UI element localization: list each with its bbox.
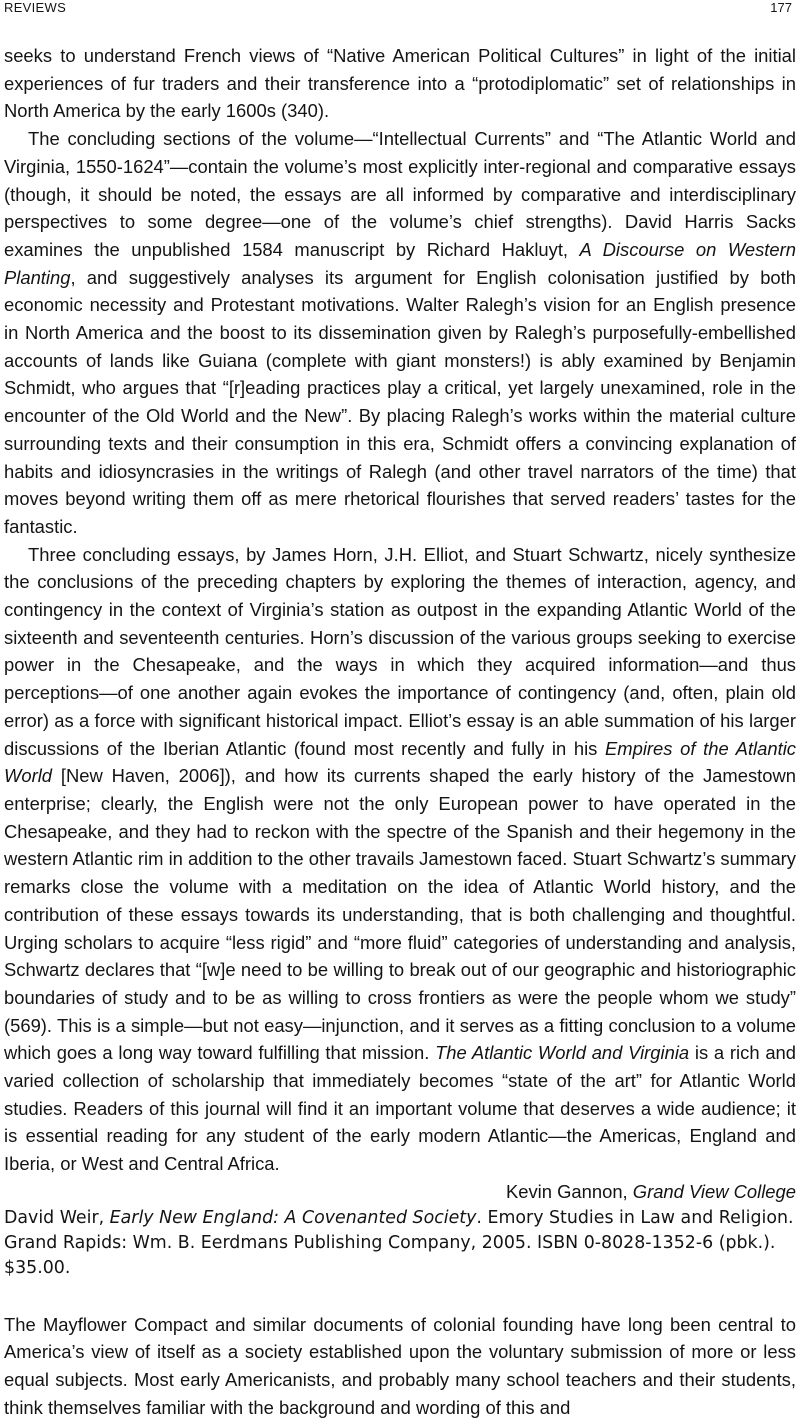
review1-paragraph-2: The concluding sections of the volume—“Intellectual Currents” and “The Atlantic World and Virginia, 1550-1624”—contain the volume’s most explicitly inter-regional and comparative essays (though, it should be noted, the essays are all informed by comparative and interdisciplinary perspectives to some degree—one of the volume’s chief strengths). David Harris Sacks examines the unpublished 1584 manuscript by Richard Hakluyt, A Discourse on Western Planting, and suggestively analyses its argument for English colonisation justified by both economic necessity and Protestant motivations. Walter Ralegh’s vision for an English presence in North America and the boost to its dissemination given by Ralegh’s purposefully-embellished accounts of lands like Guiana (complete with giant monsters!) is ably examined by Benjamin Schmidt, who argues that “[r]eading practices play a critical, yet largely unexamined, role in the encounter of the Old World and the New”. By placing Ralegh’s works within the material culture surrounding texts and their consumption in this era, Schmidt offers a convincing explanation of habits and idiosyncrasies in the writings of Ralegh (and other travel narrators of the time) that moves beyond writing them off as mere rhetorical flourishes that served readers’ tastes for the fantastic. <box>4 128 796 537</box>
review2-paragraph-1: The Mayflower Compact and similar documents of colonial founding have long been central to America’s view of itself as a society established upon the voluntary submission of more or less equal subjects. Most early Americanists, and probably many school teachers and their students, think themselves familiar with the background and wording of this and <box>4 1313 796 1418</box>
book-title: Early New England: A Covenanted Society <box>109 1207 477 1228</box>
book-title: Empires of the Atlantic World <box>4 737 796 787</box>
review1-paragraph-1: seeks to understand French views of “Native American Political Cultures” in light of the initial experiences of fur traders and their transference into a “protodiplomatic” set of relationships in North America by the early 1600s (340). <box>4 45 796 122</box>
section-title: REVIEWS <box>4 0 67 15</box>
reviewer-name: Kevin Gannon, <box>505 1180 633 1202</box>
publication-details: . Emory Studies in Law and Religion. Grand Rapids: Wm. B. Eerdmans Publishing Company, 2005. ISBN 0-8028-1352-6 (pbk.). $35.00. <box>4 1207 794 1278</box>
page-number: 177 <box>770 0 792 15</box>
book-author: David Weir, <box>4 1207 110 1228</box>
book-title: A Discourse on Western Planting <box>4 238 796 288</box>
reviewer-signature <box>4 1178 796 1206</box>
review1-paragraph-3: Three concluding essays, by James Horn, J.H. Elliot, and Stuart Schwartz, nicely synthesize the conclusions of the preceding chapters by exploring the themes of interaction, agency, and contingency in the context of Virginia’s station as outpost in the expanding Atlantic World of the sixteenth and seventeenth centuries. Horn’s discussion of the various groups seeking to exercise power in the Chesapeake, and the ways in which they acquired information—and thus perceptions—of one another again evokes the importance of contingency (and, often, plain old error) as a force with significant historical impact. Elliot’s essay is an able summation of his larger discussions of the Iberian Atlantic (found most recently and fully in his Empires of the Atlantic World [New Haven, 2006]), and how its currents shaped the early history of the Jamestown enterprise; clearly, the English were not the only European power to have operated in the Chesapeake, and they had to reckon with the spectre of the Spanish and their hegemony in the western Atlantic rim in addition to the other travails Jamestown faced. Stuart Schwartz’s summary remarks close the volume with a meditation on the idea of Atlantic World history, and the contribution of these essays towards its understanding, that is both challenging and thoughtful. Urging scholars to acquire “less rigid” and “more fluid” categories of understanding and analysis, Schwartz declares that “[w]e need to be willing to break out of our geographic and historiographic boundaries of study and to be as willing to cross frontiers as were the people whom we study” (569). This is a simple—but not easy—injunction, and it serves as a fitting conclusion to a volume which goes a long way toward fulfilling that mission. The Atlantic World and Virginia is a rich and varied collection of scholarship that immediately becomes “state of the art” for Atlantic World studies. Readers of this journal will find it an important volume that deserves a wide audience; it is essential reading for any student of the early modern Atlantic—the Americas, England and Iberia, or West and Central Africa. <box>4 543 796 1175</box>
article-body <box>4 42 796 1421</box>
running-head <box>4 0 792 18</box>
review2-citation <box>4 1206 796 1281</box>
book-title: The Atlantic World and Virginia <box>435 1042 690 1064</box>
reviewer-affiliation: Grand View College <box>632 1180 796 1202</box>
